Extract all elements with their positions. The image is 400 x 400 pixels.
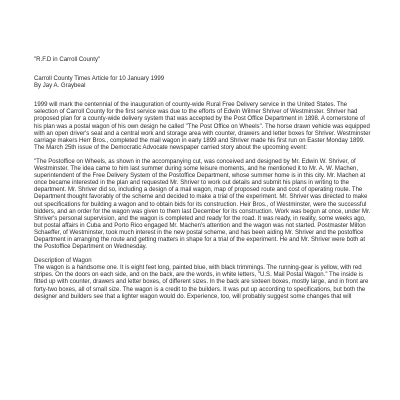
intro-paragraph: 1999 will mark the centennial of the inauguration of county-wide Rural Free Delivery service in the United States. The selection of Carroll County for the first service was due to the efforts of Edwin Wilmer Shriver of Westminster. Shriver had proposed plan for a county-wide delivery system that was accepted by the Post Office Department in 1898. A cornerstone of his plan was a postal wagon of his own design he called "The Post Office on Wheels". The horse drawn vehicle was equipped with an open driver's seat and a central work and storage area with counter, drawers and letter boxes for Shriver. Westminster carriage makers Herr Bros., completed the mail wagon in early 1899 and Shriver made his first run on Easter Monday 1899. The March 25th issue of the Democratic Advocate newspaper carried story about the upcoming event: xyxy=(34,102,371,151)
document-body xyxy=(34,57,372,308)
section-paragraph: The wagon is a handsome one. It is eight feet long, painted blue, with black trimmings. The running-gear is yellow, with red stripes. On the doors on each side, and on the back, are the words, in white letters, "U.S. Mail Postal Wagon." The inside is fitted up with counter, drawers and letter boxes, of different sizes. In the back are sixteen boxes, mostly large, and in front are forty-two boxes, all of small size. The wagon is a credit to the builders. It was put up according to specifications, but both the designer and builders see that a lighter wagon would do. Experience, too, will probably suggest some changes that will xyxy=(34,265,369,300)
article-source: Carroll County Times Article for 10 January 1999 xyxy=(34,76,165,83)
quoted-paragraph: "The Postoffice on Wheels, as shown in the accompanying cut, was conceived and designed by Mr. Edwin W. Shriver, of Westminster. The idea came to him last summer during some leisure moments, and he mentioned it to Mr. A. W. Machen, superintendent of the Free Delivery System of the Postoffice Department, whose summer home is in this city. Mr. Machen at once became interested in the plan and requested Mr. Shriver to work out details and submit his plans in writing to the department. Mr. Shriver did so, including a design of a mail wagon, map of proposed route and cost of operating route. The Department thought favorably of the scheme and decided to make a trial of the experiment. Mr. Shriver was directed to make out specifications for building a wagon and to obtain bids for its construction. Heir Bros., of Westminster, were the successful bidders, and an order for the wagon was given to them last December for its construction. Work was begun at once, under Mr. Shriver's personal supervision, and the wagon is completed and ready for the road. It was ready, in reality, some weeks ago, but postal affairs in Cuba and Porto Rico engaged Mr. Machen's attention and the wagon was not started. Postmaster Milton Schaeffer, of Westminster, took much interest in the new postal scheme, and has been aiding Mr. Shriver and the postoffice Department in arranging the route and getting matters in shape for a trial of the experiment. He and Mr. Shriver were both at the Postoffice Department on Wednesday. xyxy=(34,158,371,251)
document-title: "R.F.D in Carroll County" xyxy=(34,57,101,63)
article-byline: By Jay A. Graybeal xyxy=(34,83,86,90)
section-heading: Description of Wagon xyxy=(34,258,92,265)
